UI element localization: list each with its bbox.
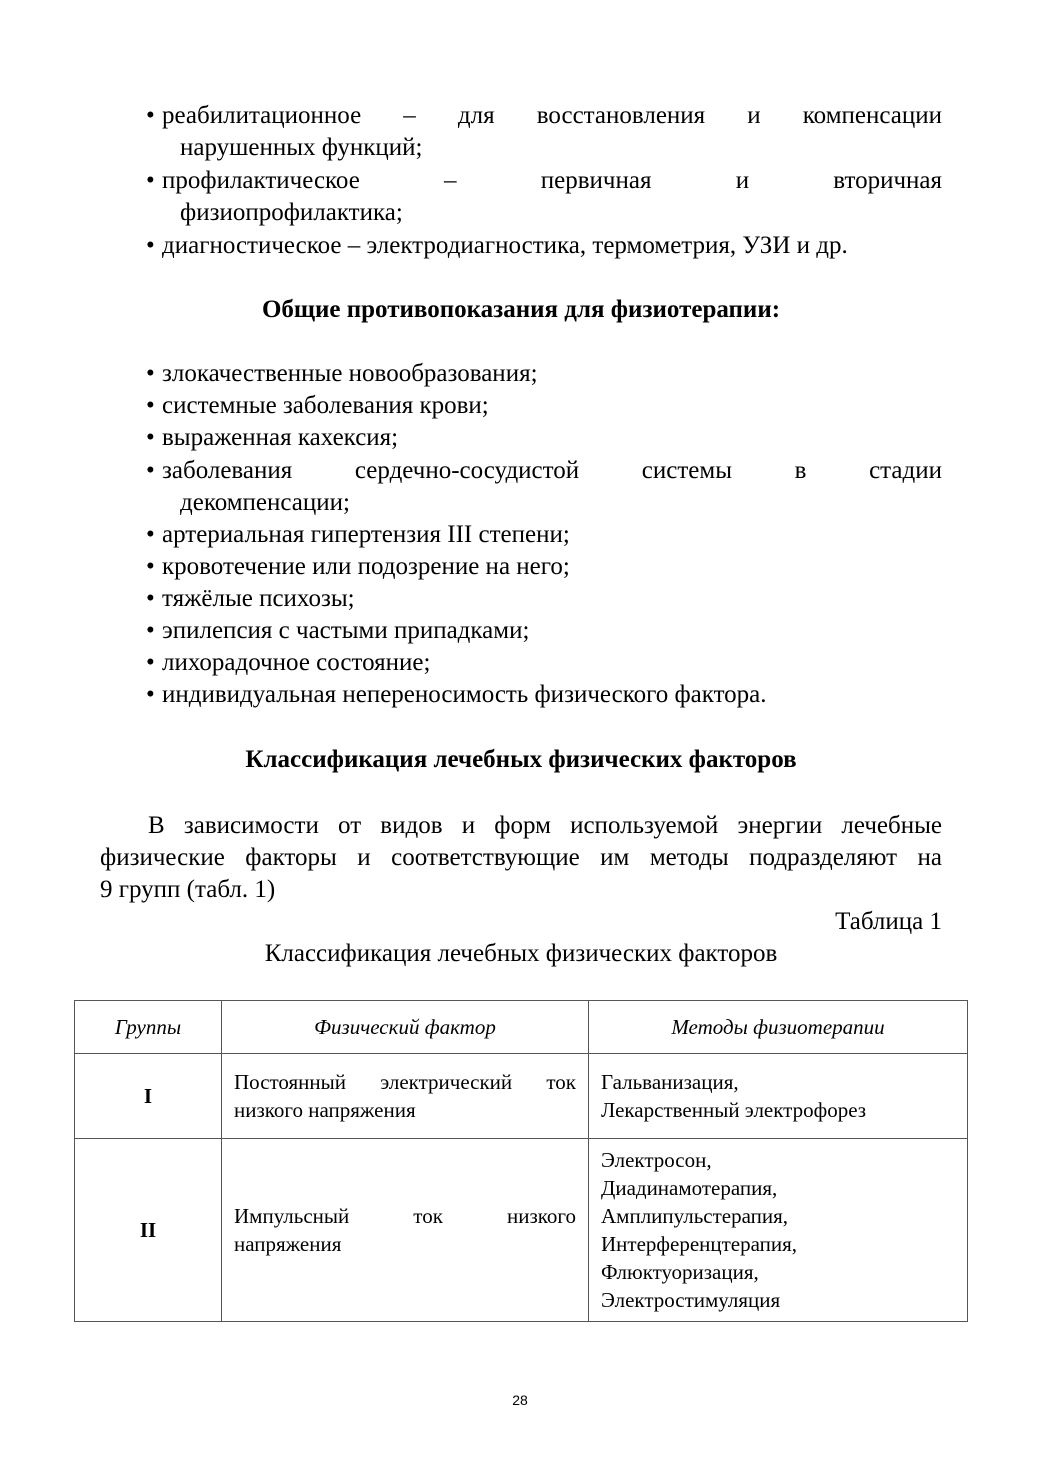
list-item-text: системные заболевания крови; [162, 392, 489, 419]
list-item [146, 615, 942, 647]
list-item-text: злокачественные новообразования; [162, 360, 538, 387]
list-item [146, 679, 942, 711]
header-factor: Физический фактор [222, 1001, 589, 1054]
list-item-text: индивидуальная непереносимость физического фактора. [162, 681, 767, 708]
method-line: Лекарственный электрофорез [601, 1098, 867, 1122]
table-number: Таблица 1 [835, 908, 942, 935]
factor-line: Импульсный ток низкого [234, 1204, 576, 1228]
classification-table [74, 1000, 968, 1322]
group-cell: I [75, 1054, 222, 1139]
table-header-row [75, 1001, 968, 1054]
paragraph-line: физические факторы и соответствующие им методы подразделяют на [100, 844, 942, 871]
method-line: Амплипульстерапия, [601, 1204, 789, 1228]
bullet-icon: • [146, 681, 155, 708]
factor-line: напряжения [234, 1232, 342, 1256]
factor-cell [222, 1054, 589, 1139]
bullet-icon: • [146, 232, 155, 259]
list-item [146, 358, 942, 390]
list-item-text: лихорадочное состояние; [162, 649, 431, 676]
bullet-icon: • [146, 457, 155, 484]
paragraph-line: В зависимости от видов и форм используемой энергии лечебные [148, 812, 942, 839]
table-row [75, 1139, 968, 1322]
bullet-text: профилактическое – первичная и вторичная [162, 167, 942, 194]
bullet-icon: • [146, 424, 155, 451]
list-item [146, 647, 942, 679]
bullet-icon: • [146, 553, 155, 580]
list-item-text: выраженная кахексия; [162, 424, 399, 451]
factor-line: Постоянный электрический ток [234, 1070, 576, 1094]
table-row [75, 1054, 968, 1139]
method-line: Диадинамотерапия, [601, 1176, 778, 1200]
bullet-icon: • [146, 521, 155, 548]
body-paragraph [100, 810, 942, 906]
factor-cell [222, 1139, 589, 1322]
list-item [146, 583, 942, 615]
methods-cell [589, 1139, 968, 1322]
method-line: Флюктуоризация, [601, 1260, 759, 1284]
bullet-text: диагностическое – электродиагностика, термометрия, УЗИ и др. [162, 232, 848, 259]
list-item-text-continued: декомпенсации; [180, 489, 350, 516]
bullet-text-continued: нарушенных функций; [180, 134, 423, 161]
list-item-text: тяжёлые психозы; [162, 585, 355, 612]
list-item-text: эпилепсия с частыми припадками; [162, 617, 530, 644]
bullet-item [146, 165, 942, 229]
bullet-icon: • [146, 102, 155, 129]
bullet-item [146, 100, 942, 164]
bullet-icon: • [146, 167, 155, 194]
list-item-text: артериальная гипертензия III степени; [162, 521, 570, 548]
header-methods: Методы физиотерапии [589, 1001, 968, 1054]
bullet-icon: • [146, 392, 155, 419]
header-groups: Группы [75, 1001, 222, 1054]
bullet-icon: • [146, 649, 155, 676]
methods-cell [589, 1054, 968, 1139]
section-heading-classification: Классификация лечебных физических факторов [245, 746, 797, 773]
bullet-icon: • [146, 585, 155, 612]
group-cell: II [75, 1139, 222, 1322]
table-title: Классификация лечебных физических факторов [264, 940, 778, 967]
page-number: 28 [512, 1392, 528, 1408]
list-item [146, 519, 942, 551]
bullet-icon: • [146, 360, 155, 387]
method-line: Гальванизация, [601, 1070, 739, 1094]
list-item-text: кровотечение или подозрение на него; [162, 553, 570, 580]
list-item [146, 455, 942, 519]
bullet-text: реабилитационное – для восстановления и компенсации [162, 102, 942, 129]
paragraph-line: 9 групп (табл. 1) [100, 876, 276, 903]
method-line: Электросон, [601, 1148, 712, 1172]
method-line: Электростимуляция [601, 1288, 781, 1312]
method-line: Интерференцтерапия, [601, 1232, 798, 1256]
list-item-text: заболевания сердечно-сосудистой системы в стадии [162, 457, 942, 484]
bullet-icon: • [146, 617, 155, 644]
factor-line: низкого напряжения [234, 1098, 416, 1122]
list-item [146, 390, 942, 422]
bullet-item [146, 230, 942, 262]
section-heading-contraindications: Общие противопоказания для физиотерапии: [261, 296, 781, 323]
bullet-text-continued: физиопрофилактика; [180, 199, 403, 226]
list-item [146, 551, 942, 583]
list-item [146, 422, 942, 454]
